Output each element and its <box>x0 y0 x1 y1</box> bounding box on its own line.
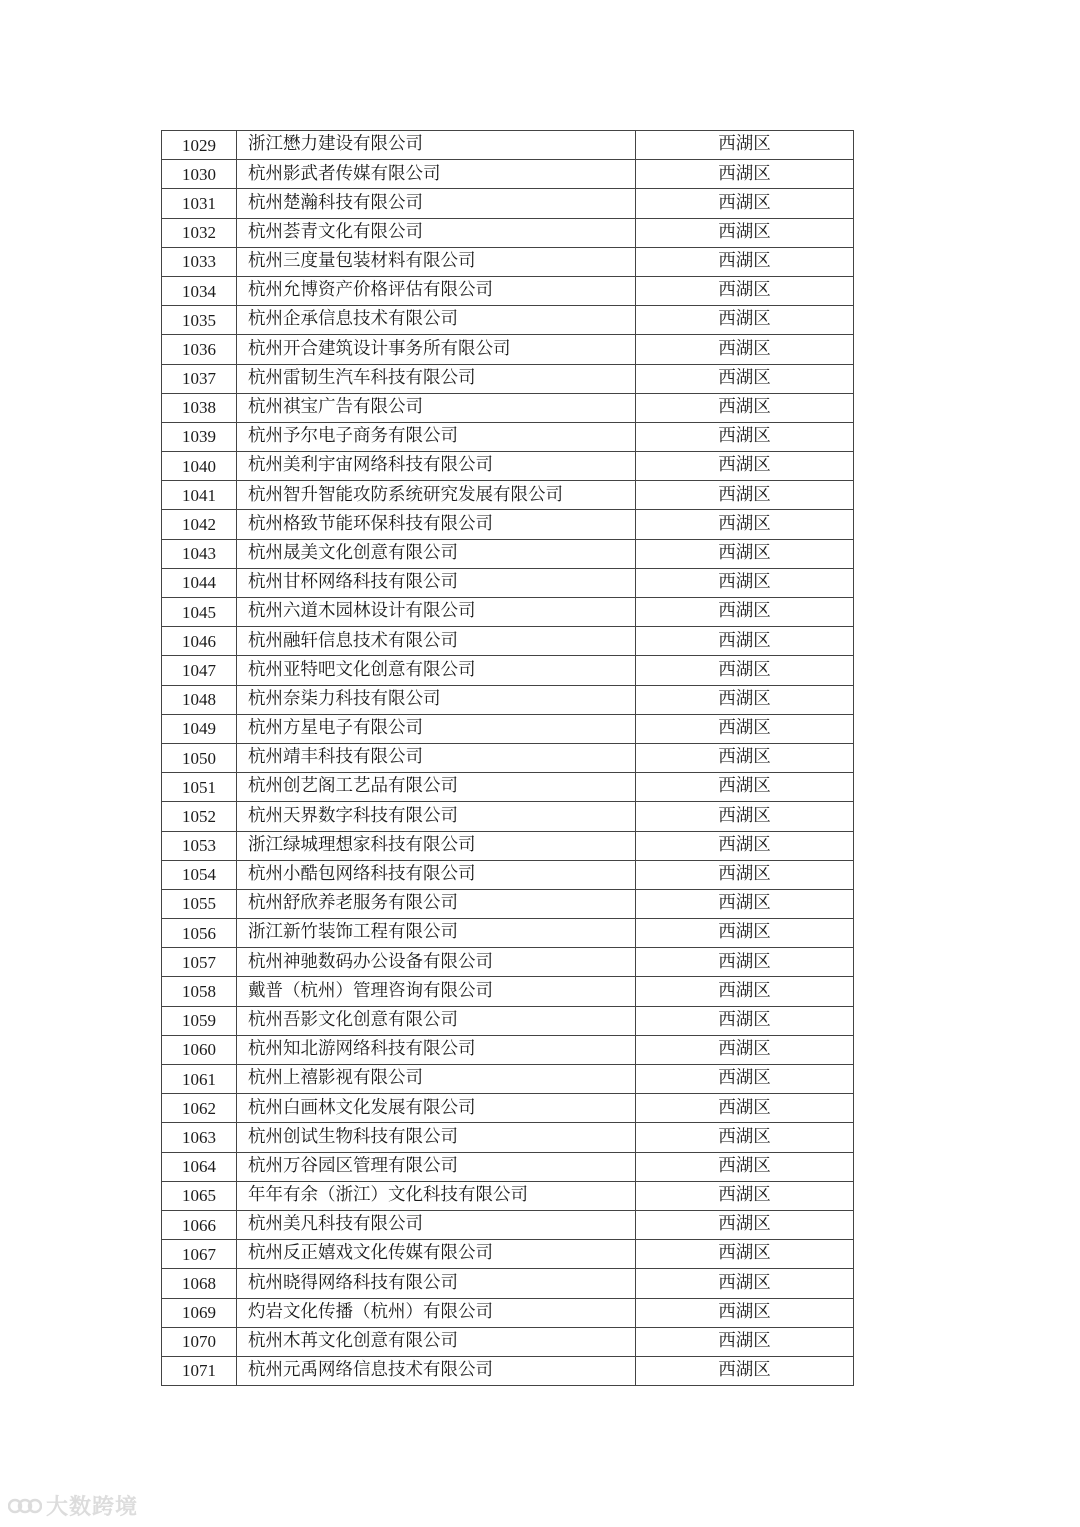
district-name: 西湖区 <box>636 1094 854 1123</box>
table-row <box>162 247 854 276</box>
table-row <box>162 627 854 656</box>
district-name: 西湖区 <box>636 714 854 743</box>
district-name: 西湖区 <box>636 393 854 422</box>
row-number: 1062 <box>162 1094 237 1123</box>
company-name: 杭州木苒文化创意有限公司 <box>237 1327 636 1356</box>
company-name: 杭州反正嬉戏文化传媒有限公司 <box>237 1240 636 1269</box>
row-number: 1043 <box>162 539 237 568</box>
district-name: 西湖区 <box>636 1327 854 1356</box>
company-name: 杭州智升智能攻防系统研究发展有限公司 <box>237 481 636 510</box>
row-number: 1069 <box>162 1298 237 1327</box>
row-number: 1065 <box>162 1181 237 1210</box>
district-name: 西湖区 <box>636 1123 854 1152</box>
company-name: 杭州甘杯网络科技有限公司 <box>237 568 636 597</box>
row-number: 1051 <box>162 773 237 802</box>
district-name: 西湖区 <box>636 919 854 948</box>
table-row <box>162 452 854 481</box>
row-number: 1039 <box>162 422 237 451</box>
district-name: 西湖区 <box>636 1298 854 1327</box>
row-number: 1066 <box>162 1210 237 1239</box>
row-number: 1029 <box>162 131 237 160</box>
table-body <box>162 131 854 1386</box>
district-name: 西湖区 <box>636 977 854 1006</box>
row-number: 1071 <box>162 1356 237 1385</box>
watermark-logo-icon <box>8 1496 42 1516</box>
district-name: 西湖区 <box>636 1065 854 1094</box>
watermark <box>8 1490 138 1521</box>
row-number: 1031 <box>162 189 237 218</box>
table-row <box>162 1123 854 1152</box>
district-name: 西湖区 <box>636 1152 854 1181</box>
table-row <box>162 393 854 422</box>
table-row <box>162 743 854 772</box>
district-name: 西湖区 <box>636 364 854 393</box>
table-row <box>162 1327 854 1356</box>
row-number: 1045 <box>162 598 237 627</box>
table-row <box>162 422 854 451</box>
district-name: 西湖区 <box>636 1356 854 1385</box>
row-number: 1053 <box>162 831 237 860</box>
table-row <box>162 977 854 1006</box>
company-name: 杭州天界数字科技有限公司 <box>237 802 636 831</box>
company-name: 浙江新竹装饰工程有限公司 <box>237 919 636 948</box>
company-list-table <box>161 130 854 1386</box>
district-name: 西湖区 <box>636 452 854 481</box>
table-row <box>162 276 854 305</box>
row-number: 1057 <box>162 948 237 977</box>
table-row <box>162 685 854 714</box>
district-name: 西湖区 <box>636 656 854 685</box>
row-number: 1058 <box>162 977 237 1006</box>
company-name: 杭州创试生物科技有限公司 <box>237 1123 636 1152</box>
table-row <box>162 510 854 539</box>
row-number: 1032 <box>162 218 237 247</box>
row-number: 1063 <box>162 1123 237 1152</box>
company-name: 杭州方星电子有限公司 <box>237 714 636 743</box>
district-name: 西湖区 <box>636 598 854 627</box>
table-row <box>162 1356 854 1385</box>
row-number: 1064 <box>162 1152 237 1181</box>
row-number: 1040 <box>162 452 237 481</box>
company-name: 杭州予尔电子商务有限公司 <box>237 422 636 451</box>
row-number: 1037 <box>162 364 237 393</box>
table-row <box>162 568 854 597</box>
district-name: 西湖区 <box>636 1006 854 1035</box>
district-name: 西湖区 <box>636 510 854 539</box>
row-number: 1067 <box>162 1240 237 1269</box>
district-name: 西湖区 <box>636 422 854 451</box>
company-name: 杭州美利宇宙网络科技有限公司 <box>237 452 636 481</box>
company-name: 杭州靖丰科技有限公司 <box>237 743 636 772</box>
company-name: 杭州企承信息技术有限公司 <box>237 306 636 335</box>
company-name: 杭州开合建筑设计事务所有限公司 <box>237 335 636 364</box>
company-name: 杭州融轩信息技术有限公司 <box>237 627 636 656</box>
company-name: 年年有余（浙江）文化科技有限公司 <box>237 1181 636 1210</box>
row-number: 1041 <box>162 481 237 510</box>
table-row <box>162 1240 854 1269</box>
company-name: 杭州影武者传媒有限公司 <box>237 160 636 189</box>
district-name: 西湖区 <box>636 1240 854 1269</box>
table-row <box>162 1181 854 1210</box>
row-number: 1033 <box>162 247 237 276</box>
table-row <box>162 1035 854 1064</box>
district-name: 西湖区 <box>636 627 854 656</box>
company-name: 杭州六道木园林设计有限公司 <box>237 598 636 627</box>
table-row <box>162 539 854 568</box>
table-row <box>162 773 854 802</box>
table-row <box>162 889 854 918</box>
table-row <box>162 1065 854 1094</box>
row-number: 1059 <box>162 1006 237 1035</box>
table-row <box>162 656 854 685</box>
table-row <box>162 189 854 218</box>
watermark-text: 大数跨境 <box>46 1495 139 1520</box>
row-number: 1035 <box>162 306 237 335</box>
company-name: 杭州知北游网络科技有限公司 <box>237 1035 636 1064</box>
table-row <box>162 802 854 831</box>
district-name: 西湖区 <box>636 306 854 335</box>
company-name: 浙江绿城理想家科技有限公司 <box>237 831 636 860</box>
table-row <box>162 948 854 977</box>
table-row <box>162 1210 854 1239</box>
company-name: 杭州吾影文化创意有限公司 <box>237 1006 636 1035</box>
district-name: 西湖区 <box>636 539 854 568</box>
table-row <box>162 919 854 948</box>
company-name: 浙江懋力建设有限公司 <box>237 131 636 160</box>
district-name: 西湖区 <box>636 889 854 918</box>
district-name: 西湖区 <box>636 743 854 772</box>
company-name: 杭州万谷园区管理有限公司 <box>237 1152 636 1181</box>
table-row <box>162 335 854 364</box>
row-number: 1056 <box>162 919 237 948</box>
table-row <box>162 1006 854 1035</box>
company-name: 杭州允博资产价格评估有限公司 <box>237 276 636 305</box>
row-number: 1034 <box>162 276 237 305</box>
table-row <box>162 714 854 743</box>
table-row <box>162 1152 854 1181</box>
row-number: 1030 <box>162 160 237 189</box>
table-row <box>162 1298 854 1327</box>
table-row <box>162 306 854 335</box>
company-name: 杭州上禧影视有限公司 <box>237 1065 636 1094</box>
row-number: 1044 <box>162 568 237 597</box>
row-number: 1060 <box>162 1035 237 1064</box>
row-number: 1055 <box>162 889 237 918</box>
company-name: 杭州荟青文化有限公司 <box>237 218 636 247</box>
company-name: 杭州奈柒力科技有限公司 <box>237 685 636 714</box>
row-number: 1038 <box>162 393 237 422</box>
company-name: 杭州神驰数码办公设备有限公司 <box>237 948 636 977</box>
table-row <box>162 1094 854 1123</box>
company-name: 杭州美凡科技有限公司 <box>237 1210 636 1239</box>
district-name: 西湖区 <box>636 802 854 831</box>
row-number: 1052 <box>162 802 237 831</box>
table-row <box>162 1269 854 1298</box>
district-name: 西湖区 <box>636 160 854 189</box>
company-name: 杭州元禹网络信息技术有限公司 <box>237 1356 636 1385</box>
district-name: 西湖区 <box>636 335 854 364</box>
company-name: 戴普（杭州）管理咨询有限公司 <box>237 977 636 1006</box>
table-row <box>162 860 854 889</box>
company-name: 灼岩文化传播（杭州）有限公司 <box>237 1298 636 1327</box>
company-name: 杭州小酷包网络科技有限公司 <box>237 860 636 889</box>
company-name: 杭州创艺阁工艺品有限公司 <box>237 773 636 802</box>
company-name: 杭州晓得网络科技有限公司 <box>237 1269 636 1298</box>
company-name: 杭州三度量包装材料有限公司 <box>237 247 636 276</box>
table-row <box>162 218 854 247</box>
row-number: 1054 <box>162 860 237 889</box>
table-row <box>162 831 854 860</box>
company-name: 杭州祺宝广告有限公司 <box>237 393 636 422</box>
company-name: 杭州楚瀚科技有限公司 <box>237 189 636 218</box>
row-number: 1046 <box>162 627 237 656</box>
table-row <box>162 364 854 393</box>
company-name: 杭州舒欣养老服务有限公司 <box>237 889 636 918</box>
table-row <box>162 481 854 510</box>
district-name: 西湖区 <box>636 247 854 276</box>
company-name: 杭州格致节能环保科技有限公司 <box>237 510 636 539</box>
district-name: 西湖区 <box>636 685 854 714</box>
company-name: 杭州晟美文化创意有限公司 <box>237 539 636 568</box>
table-row <box>162 160 854 189</box>
table-row <box>162 598 854 627</box>
row-number: 1048 <box>162 685 237 714</box>
company-name: 杭州雷韧生汽车科技有限公司 <box>237 364 636 393</box>
district-name: 西湖区 <box>636 948 854 977</box>
district-name: 西湖区 <box>636 860 854 889</box>
district-name: 西湖区 <box>636 1035 854 1064</box>
district-name: 西湖区 <box>636 276 854 305</box>
row-number: 1042 <box>162 510 237 539</box>
row-number: 1061 <box>162 1065 237 1094</box>
district-name: 西湖区 <box>636 131 854 160</box>
district-name: 西湖区 <box>636 481 854 510</box>
company-name: 杭州亚特吧文化创意有限公司 <box>237 656 636 685</box>
company-name: 杭州白画林文化发展有限公司 <box>237 1094 636 1123</box>
district-name: 西湖区 <box>636 1181 854 1210</box>
table-row <box>162 131 854 160</box>
row-number: 1047 <box>162 656 237 685</box>
row-number: 1049 <box>162 714 237 743</box>
row-number: 1070 <box>162 1327 237 1356</box>
row-number: 1050 <box>162 743 237 772</box>
district-name: 西湖区 <box>636 568 854 597</box>
district-name: 西湖区 <box>636 1269 854 1298</box>
district-name: 西湖区 <box>636 831 854 860</box>
district-name: 西湖区 <box>636 773 854 802</box>
district-name: 西湖区 <box>636 218 854 247</box>
district-name: 西湖区 <box>636 1210 854 1239</box>
row-number: 1036 <box>162 335 237 364</box>
district-name: 西湖区 <box>636 189 854 218</box>
row-number: 1068 <box>162 1269 237 1298</box>
